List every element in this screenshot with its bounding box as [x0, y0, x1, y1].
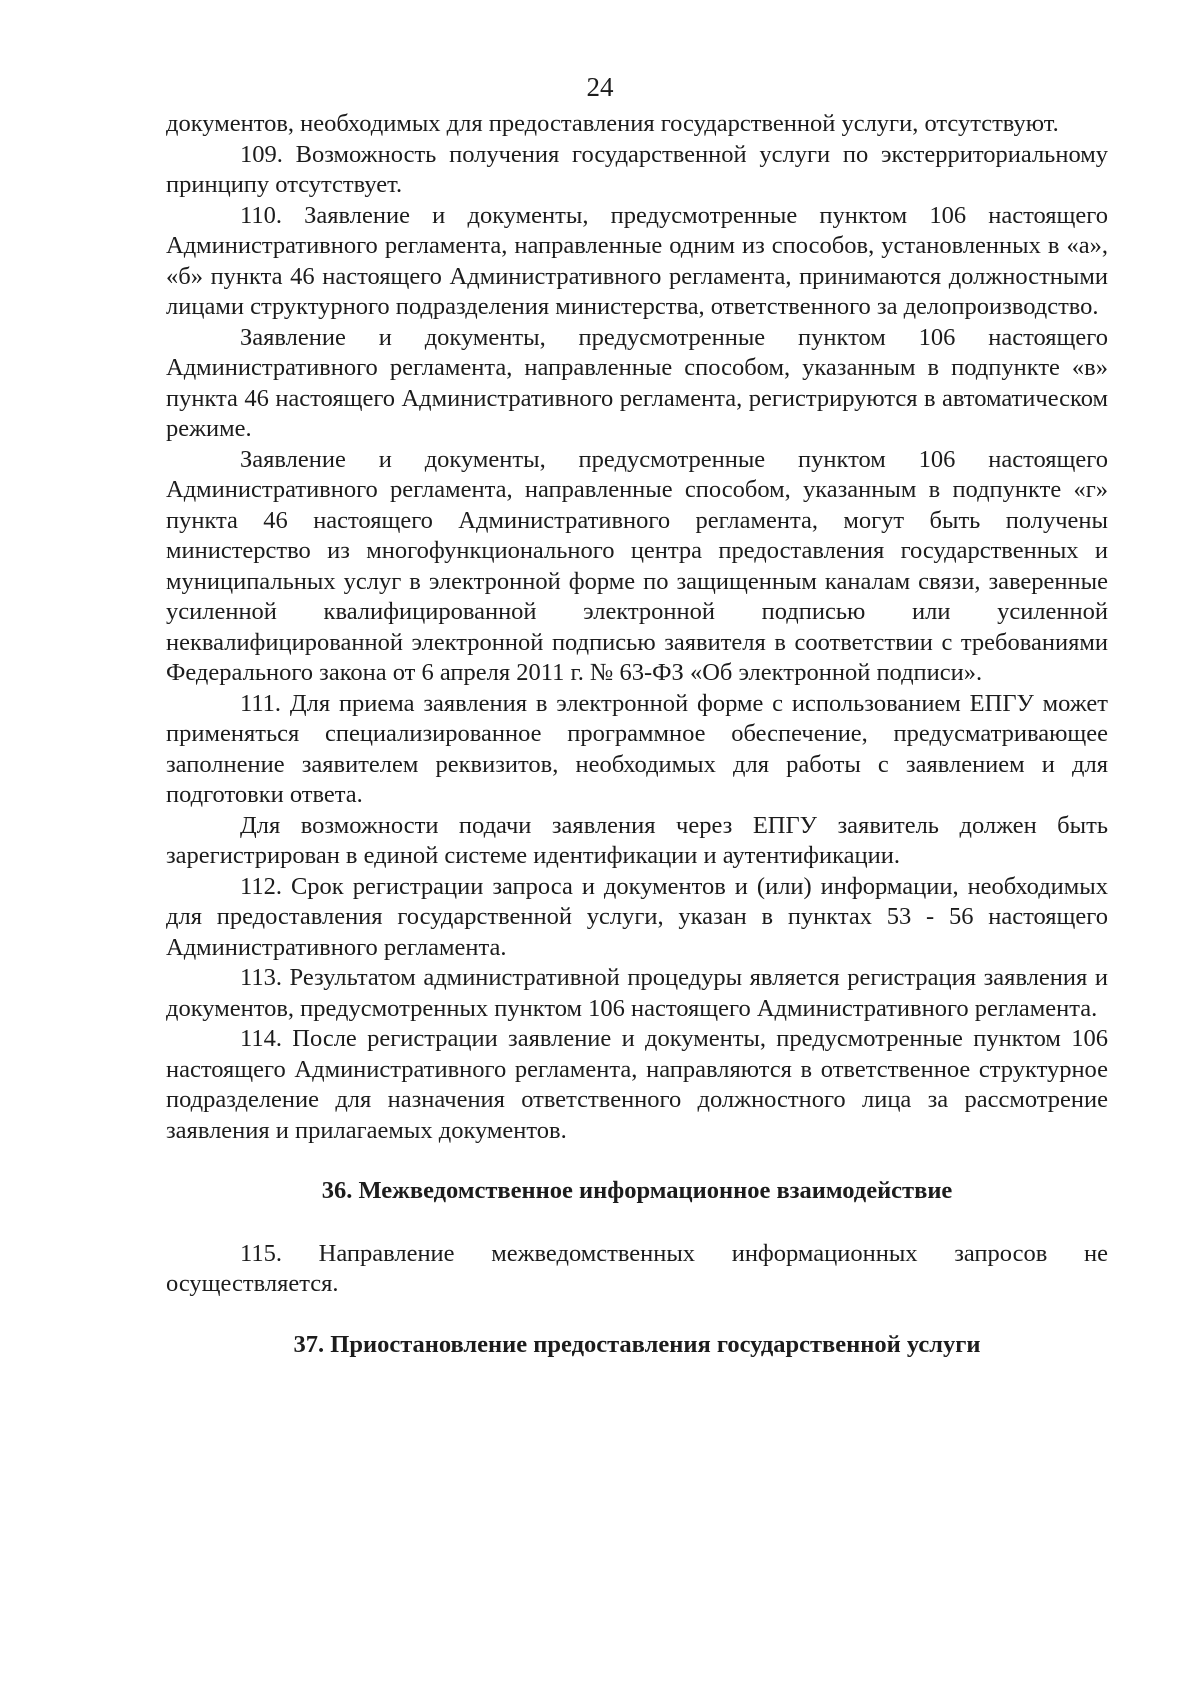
paragraph-114: 114. После регистрации заявление и документы, предусмотренные пунктом 106 настоящего Административного регламента, направляются в ответственное структурное подразделение для назначения ответственного должностного лица за рассмотрение заявления и прилагаемых документов. [166, 1025, 1108, 1144]
paragraph-109: 109. Возможность получения государственной услуги по экстерриториальному принципу отсутствует. [166, 140, 1108, 198]
page-number: 24 [586, 72, 614, 102]
paragraph-112: 112. Срок регистрации запроса и документов и (или) информации, необходимых для предоставления государственной услуги, указан в пунктах 53 - 56 настоящего Административного регламента. [166, 872, 1108, 961]
paragraph-113: 113. Результатом административной процедуры является регистрация заявления и документов, предусмотренных пунктом 106 настоящего Административного регламента. [166, 964, 1108, 1022]
paragraph-115: 115. Направление межведомственных информационных запросов не осуществляется. [166, 1239, 1108, 1297]
section-36-heading: 36. Межведомственное информационное взаимодействие [321, 1177, 953, 1204]
paragraph-110-b: Заявление и документы, предусмотренные пунктом 106 настоящего Административного регламента, направленные способом, указанным в подпункте «в» пункта 46 настоящего Административного регламента, регистрируются в автоматическом режиме. [166, 323, 1108, 442]
section-37-heading: 37. Приостановление предоставления государственной услуги [293, 1330, 981, 1358]
paragraph-111-b: Для возможности подачи заявления через ЕПГУ заявитель должен быть зарегистрирован в единой системе идентификации и аутентификации. [166, 811, 1108, 869]
paragraph-110: 110. Заявление и документы, предусмотренные пунктом 106 настоящего Административного регламента, направленные одним из способов, установленных в «а», «б» пункта 46 настоящего Административного регламента, принимаются должностными лицами структурного подразделения министерства, ответственного за делопроизводство. [166, 201, 1108, 320]
document-body [166, 109, 1108, 1360]
paragraph-continuation: документов, необходимых для предоставления государственной услуги, отсутствуют. [166, 110, 1059, 137]
paragraph-111: 111. Для приема заявления в электронной форме с использованием ЕПГУ может применяться специализированное программное обеспечение, предусматривающее заполнение заявителем реквизитов, необходимых для работы с заявлением и для подготовки ответа. [166, 689, 1108, 808]
paragraph-110-c: Заявление и документы, предусмотренные пунктом 106 настоящего Административного регламента, направленные способом, указанным в подпункте «г» пункта 46 настоящего Административного регламента, могут быть получены министерство из многофункционального центра предоставления государственных и муниципальных услуг в электронной форме по защищенным каналам связи, заверенные усиленной квалифицированной электронной подписью или усиленной неквалифицированной электронной подписью заявителя в соответствии с требованиями Федерального закона от 6 апреля 2011 г. № 63-ФЗ «Об электронной подписи». [166, 445, 1108, 686]
